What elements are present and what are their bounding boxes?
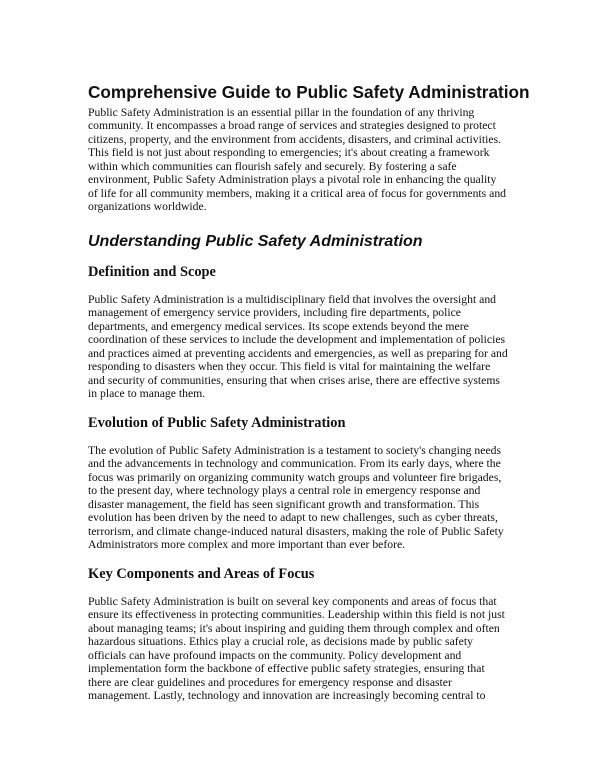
text-line: and the advancements in technology and communication. From its early days, where the [88,457,501,471]
text-line: This field is not just about responding to emergencies; it's about creating a framework [88,146,490,160]
text-line: about managing teams; it's about inspiring and guiding them through complex and often [88,621,500,635]
text-line: and practices aimed at preventing accidents and emergencies, as well as preparing for and [88,346,508,360]
text-line: management. Lastly, technology and innovation are increasingly becoming central to [88,689,486,703]
definition-paragraph [88,293,508,401]
text-line: there are clear guidelines and procedures for emergency response and disaster [88,675,452,689]
text-line: of life for all community members, making it a critical area of focus for governments and [88,186,507,200]
intro-paragraph [88,106,506,214]
text-line: terrorism, and climate change-induced natural disasters, making the role of Public Safety [88,524,504,538]
text-line: focus was primarily on organizing community watch groups and volunteer fire brigades, [88,470,502,484]
text-line: Public Safety Administration is built on several key components and areas of focus that [88,595,497,608]
text-line: Administrators more complex and more important than ever before. [88,538,406,552]
subsection-heading-definition: Definition and Scope [88,264,216,280]
document-title: Comprehensive Guide to Public Safety Administration [88,82,530,102]
text-line: departments, and emergency medical services. Its scope extends beyond the mere [88,319,469,333]
subsection-heading-key-components: Key Components and Areas of Focus [88,566,315,582]
text-line: citizens, property, and the environment from accidents, disasters, and criminal activities. [88,132,502,146]
evolution-paragraph [88,444,504,552]
text-line: within which communities can flourish safely and securely. By fostering a safe [88,159,457,173]
text-line: community. It encompasses a broad range of services and strategies designed to protect [88,119,496,133]
text-line: responding to disasters when they occur. This field is vital for maintaining the welfare [88,360,491,374]
text-line: evolution has been driven by the need to adapt to new challenges, such as cyber threats, [88,511,498,525]
text-line: hazardous situations. Ethics play a crucial role, as decisions made by public safety [88,635,473,649]
text-line: environment, Public Safety Administration plays a pivotal role in enhancing the quality [88,173,497,187]
text-line: ensure its effectiveness in protecting communities. Leadership within this field is not just [88,608,505,622]
text-line: The evolution of Public Safety Administration is a testament to society's changing needs [88,444,502,457]
subsection-heading-evolution: Evolution of Public Safety Administration [88,415,346,431]
text-line: disaster management, the field has seen significant growth and transformation. This [88,497,480,511]
text-line: officials can have profound impacts on the community. Policy development and [88,648,462,662]
key-components-paragraph [88,595,505,703]
text-line: Public Safety Administration is a multidisciplinary field that involves the oversight and [88,293,497,306]
text-line: Public Safety Administration is an essential pillar in the foundation of any thriving [88,106,475,119]
text-line: implementation form the backbone of effective public safety strategies, ensuring that [88,662,485,676]
text-line: management of emergency service providers, including fire departments, police [88,306,461,320]
text-line: in place to manage them. [88,387,206,401]
text-line: coordination of these services to include the development and implementation of policies [88,333,506,347]
text-line: organizations worldwide. [88,200,207,214]
text-line: and security of communities, ensuring that when crises arise, there are effective systems [88,373,500,387]
section-heading: Understanding Public Safety Administration [88,233,423,250]
text-line: to the present day, where technology plays a central role in emergency response and [88,484,481,498]
